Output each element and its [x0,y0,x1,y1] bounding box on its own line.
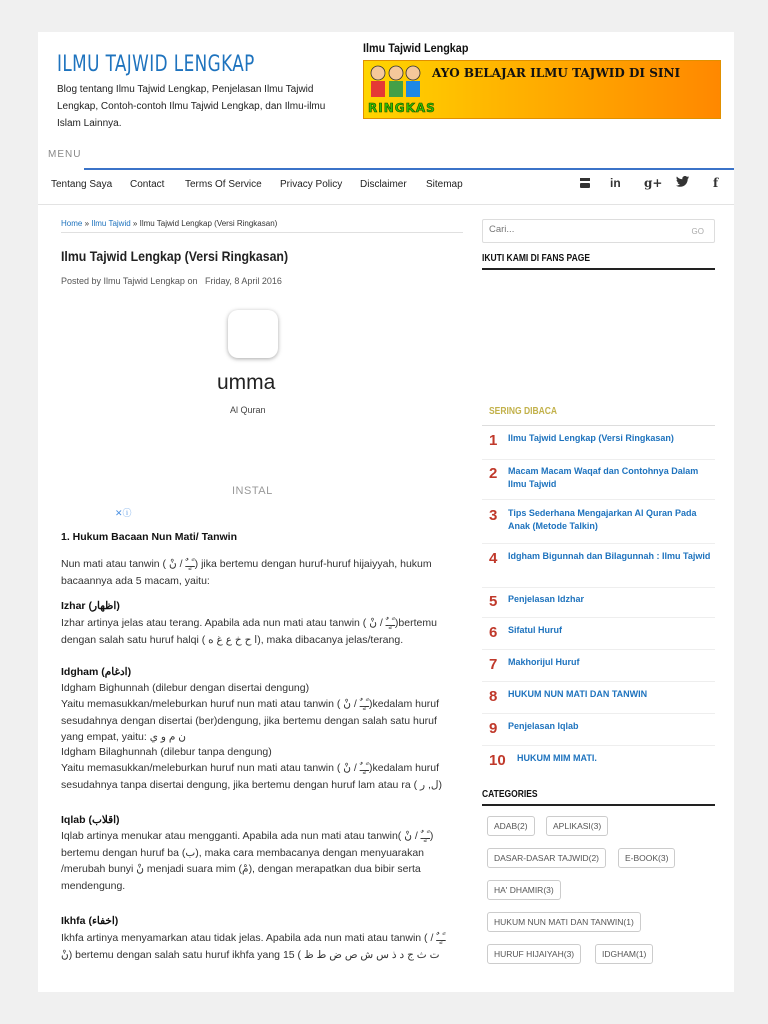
banner-title: Ilmu Tajwid Lengkap [363,41,469,55]
popular-link[interactable]: Tips Sederhana Mengajarkan Al Quran Pada Anak (Metode Talkin) [508,508,697,531]
popular-rank: 4 [489,550,498,567]
categories-heading: CATEGORIES [482,789,538,800]
post-author[interactable]: Ilmu Tajwid Lengkap [103,276,185,286]
post-meta [61,276,282,286]
google-plus-icon[interactable]: g+ [644,176,663,190]
popular-rank: 8 [489,688,498,705]
popular-item[interactable] [482,544,715,588]
breadcrumb-separator: » [84,219,90,228]
category-tag[interactable]: E-BOOK(3) [618,848,675,868]
popular-link[interactable]: Ilmu Tajwid Lengkap (Versi Ringkasan) [508,433,674,443]
iqlab-paragraph: Iqlab artinya menukar atau mengganti. Apabila ada nun mati atau tanwin( ـًـٍـٌ / نْ) bertemu dengan huruf ba (ب), maka cara membacanya dengan menyuarakan /merubah bunyi نْ menjadi suara mim (مْ), dengan merapatkan dua bibir serta mendengung. [61,830,434,892]
popular-divider [482,425,715,426]
section-heading: 1. Hukum Bacaan Nun Mati/ Tanwin [61,531,237,543]
idgham-bilaghunnah-paragraph: Yaitu memasukkan/meleburkan huruf nun mati atau tanwin ( ـًـٍـٌ / نْ)kedalam huruf sesudahnya tanpa disertai dengung, jika bertemu dengan huruf lam atau ra ( ل, ر) [61,762,443,791]
popular-rank: 3 [489,507,498,524]
izhar-heading: Izhar (اظهار) [61,600,120,612]
popular-rank: 2 [489,465,498,482]
popular-rank: 6 [489,624,498,641]
fanspage-heading: IKUTI KAMI DI FANS PAGE [482,253,590,264]
popular-rank: 5 [489,593,498,610]
search-input[interactable] [489,224,669,235]
idgham-bighunnah: Idgham Bighunnah (dilebur dengan disertai dengung) [61,682,310,694]
nav-contact[interactable]: Contact [130,179,165,190]
category-tag[interactable]: DASAR-DASAR TAJWID(2) [487,848,606,868]
breadcrumb-separator: » [132,219,138,228]
popular-heading: SERING DIBACA [489,406,558,417]
popular-link[interactable]: HUKUM NUN MATI DAN TANWIN [508,689,648,699]
popular-item[interactable] [482,460,715,500]
popular-link[interactable]: Penjelasan Idzhar [508,594,585,604]
popular-rank: 7 [489,656,498,673]
popular-item[interactable] [482,618,715,650]
category-tag[interactable]: HA' DHAMIR(3) [487,880,561,900]
nav-terms-of-service[interactable]: Terms Of Service [185,179,262,190]
popular-item[interactable] [482,714,715,746]
breadcrumb [61,219,277,228]
ad-app-name[interactable]: umma [217,371,276,394]
nav-disclaimer[interactable]: Disclaimer [360,179,407,190]
popular-item[interactable] [482,746,715,780]
breadcrumb-category[interactable]: Ilmu Tajwid [91,219,131,228]
idgham-bighunnah-paragraph: Yaitu memasukkan/meleburkan huruf nun mati atau tanwin ( ـًـٍـٌ / نْ)kedalam huruf sesudahnya dengan disertai (ber)dengung, jika bertemu dengan salah satu huruf yang empat, yaitu: ن م و ي [61,698,440,743]
ad-choices-icon[interactable]: ✕ⓘ [115,508,132,518]
category-tag[interactable]: IDGHAM(1) [595,944,653,964]
iqlab-heading: Iqlab (اقلاب) [61,814,120,826]
menu-label[interactable]: MENU [48,149,82,160]
ikhfa-paragraph: Ikhfa artinya menyamarkan atau tidak jelas. Apabila ada nun mati atau tanwin ( ـًـٍـٌ / نْ) bertemu dengan salah satu huruf ikhfa yang 15 ( ت ث ج د ذ س ش ص ض ط ظ [61,932,446,961]
popular-link[interactable]: Macam Macam Waqaf dan Contohnya Dalam Ilmu Tajwid [508,466,699,489]
post-title: Ilmu Tajwid Lengkap (Versi Ringkasan) [61,248,289,264]
nav-sitemap[interactable]: Sitemap [426,179,463,190]
facebook-icon[interactable]: f [713,176,719,190]
search-go-button[interactable]: GO [691,227,704,236]
menu-divider [84,168,734,170]
site-description: Blog tentang Ilmu Tajwid Lengkap, Penjelasan Ilmu Tajwid Lengkap, Contoh-contoh Ilmu Tajwid Lengkap, dan Ilmu-ilmu Islam Lainnya. [57,84,326,129]
popular-rank: 9 [489,720,498,737]
idgham-bilaghunnah: Idgham Bilaghunnah (dilebur tanpa dengung) [61,746,272,758]
banner-badge: RINGKAS [368,101,436,115]
ad-app-subtitle: Al Quran [230,405,266,415]
nav-tentang-saya[interactable]: Tentang Saya [51,179,113,190]
meta-on: on [187,276,198,286]
ikhfa-heading: Ikhfa (اخفاء) [61,915,119,927]
category-tag[interactable]: HUKUM NUN MATI DAN TANWIN(1) [487,912,641,932]
breadcrumb-current: Ilmu Tajwid Lengkap (Versi Ringkasan) [139,219,278,228]
nav-divider [38,204,734,205]
nav-privacy-policy[interactable]: Privacy Policy [280,179,343,190]
youtube-icon[interactable] [579,177,591,192]
popular-item[interactable] [482,588,715,618]
category-tag[interactable]: HURUF HIJAIYAH(3) [487,944,581,964]
breadcrumb-home[interactable]: Home [61,219,83,228]
popular-item[interactable] [482,682,715,714]
idgham-heading: Idgham (ادغام) [61,666,132,678]
popular-rank: 10 [489,752,506,769]
category-tag[interactable]: APLIKASI(3) [546,816,608,836]
ad-app-icon[interactable] [228,310,278,358]
kids-illustration [366,63,424,99]
banner-text: AYO BELAJAR ILMU TAJWID DI SINI [432,66,681,80]
page-container [38,32,734,992]
popular-link[interactable]: Sifatul Huruf [508,625,562,635]
search-box [482,219,715,243]
popular-item[interactable] [482,500,715,544]
post-date: Friday, 8 April 2016 [204,276,282,286]
intro-paragraph: Nun mati atau tanwin ( ـًـٍـٌ / نْ) jika bertemu dengan huruf-huruf hijaiyyah, hukum bacaannya ada 5 macam, yaitu: [61,558,432,587]
header-banner[interactable] [363,60,721,119]
popular-item[interactable] [482,428,715,460]
category-tag[interactable]: ADAB(2) [487,816,535,836]
linkedin-icon[interactable]: in [610,176,621,190]
popular-item[interactable] [482,650,715,682]
popular-rank: 1 [489,432,498,449]
breadcrumb-divider [61,232,463,233]
popular-link[interactable]: Penjelasan Iqlab [508,721,579,731]
twitter-icon[interactable] [676,176,689,190]
ad-install-button[interactable]: INSTAL [232,485,273,497]
fanspage-divider [482,268,715,270]
meta-prefix: Posted by [61,276,102,286]
popular-link[interactable]: Makhorijul Huruf [508,657,580,667]
izhar-paragraph: Izhar artinya jelas atau terang. Apabila ada nun mati atau tanwin ( ـًـٍـٌ / نْ)bertemu dengan salah satu huruf halqi ( ا ح خ ع غ ه), maka dibacanya jelas/terang. [61,617,437,646]
popular-link[interactable]: HUKUM MIM MATI. [517,753,597,763]
categories-divider [482,804,715,806]
popular-link[interactable]: Idgham Bigunnah dan Bilagunnah : Ilmu Tajwid [508,551,711,561]
site-title[interactable]: ILMU TAJWID LENGKAP [57,52,255,77]
